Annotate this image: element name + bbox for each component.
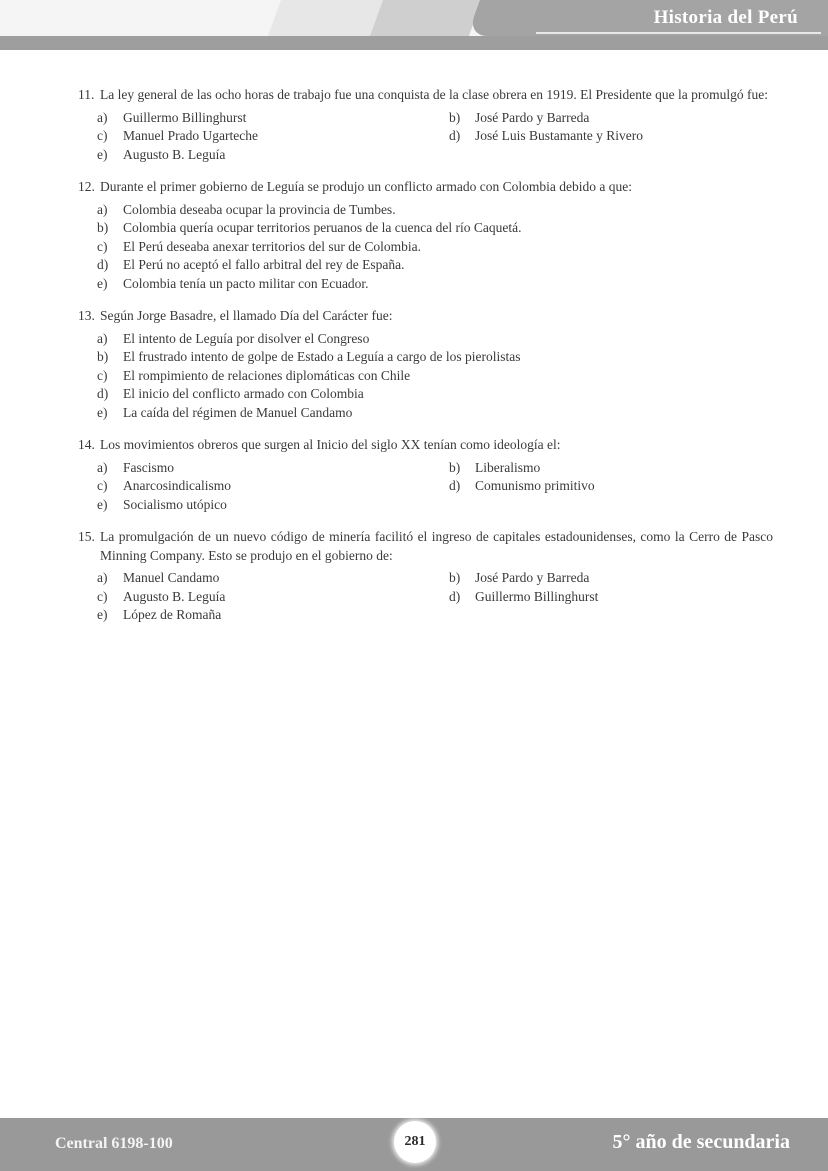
option-e bbox=[97, 146, 449, 165]
option-e bbox=[97, 404, 773, 423]
option-text: El Perú no aceptó el fallo arbitral del rey de España. bbox=[123, 257, 405, 272]
option-b bbox=[97, 348, 773, 367]
option-d bbox=[449, 127, 773, 146]
header-title-underline bbox=[536, 32, 821, 34]
option-b bbox=[449, 109, 773, 128]
question-15 bbox=[78, 528, 773, 625]
option-text: El inicio del conflicto armado con Colombia bbox=[123, 386, 364, 401]
question-number: 12. bbox=[78, 179, 95, 194]
option-text: El Perú deseaba anexar territorios del sur de Colombia. bbox=[123, 238, 422, 254]
option-letter: d) bbox=[449, 128, 461, 143]
option-letter: c) bbox=[97, 367, 108, 383]
question-text: Durante el primer gobierno de Leguía se produjo un conflicto armado con Colombia debido a que: bbox=[100, 179, 632, 194]
question-text: Según Jorge Basadre, el llamado Día del Carácter fue: bbox=[100, 308, 393, 323]
question-11 bbox=[78, 86, 773, 164]
option-text: La caída del régimen de Manuel Candamo bbox=[123, 404, 353, 420]
question-14 bbox=[78, 436, 773, 514]
options-list bbox=[97, 330, 773, 423]
header-bottom-bar bbox=[0, 36, 828, 50]
option-text: Augusto B. Leguía bbox=[123, 146, 226, 162]
option-letter: c) bbox=[97, 128, 108, 143]
option-e bbox=[97, 275, 773, 294]
option-c bbox=[97, 238, 773, 257]
option-c bbox=[97, 127, 449, 146]
option-b bbox=[449, 459, 773, 478]
option-b bbox=[449, 569, 773, 588]
option-a bbox=[97, 569, 449, 588]
option-a bbox=[97, 330, 773, 349]
option-letter: a) bbox=[97, 201, 108, 217]
option-text: José Pardo y Barreda bbox=[475, 570, 590, 585]
question-text: La ley general de las ocho horas de trabajo fue una conquista de la clase obrera en 1919. El Presidente que la promulgó fue: bbox=[100, 87, 768, 102]
option-letter: a) bbox=[97, 330, 108, 346]
option-letter: b) bbox=[449, 459, 461, 475]
questions-area bbox=[78, 86, 773, 639]
question-number: 14. bbox=[78, 437, 95, 452]
option-letter: d) bbox=[449, 588, 461, 604]
option-letter: a) bbox=[97, 109, 108, 125]
option-d bbox=[97, 385, 773, 404]
question-text: Los movimientos obreros que surgen al Inicio del siglo XX tenían como ideología el: bbox=[100, 437, 561, 452]
option-text: El intento de Leguía por disolver el Congreso bbox=[123, 330, 370, 346]
page-number-badge bbox=[394, 1121, 436, 1163]
option-e bbox=[97, 496, 449, 515]
question-number: 11. bbox=[78, 87, 95, 102]
option-letter: a) bbox=[97, 570, 108, 585]
option-letter: a) bbox=[97, 459, 108, 475]
option-text: Guillermo Billinghurst bbox=[475, 588, 599, 604]
option-letter: e) bbox=[97, 275, 108, 291]
course-title: Historia del Perú bbox=[653, 7, 798, 28]
option-text: Liberalismo bbox=[475, 459, 541, 475]
option-letter: d) bbox=[97, 386, 109, 401]
option-text: Fascismo bbox=[123, 459, 175, 475]
option-d bbox=[449, 588, 773, 607]
option-text: El rompimiento de relaciones diplomáticas con Chile bbox=[123, 367, 411, 383]
option-c bbox=[97, 367, 773, 386]
option-letter: c) bbox=[97, 588, 108, 604]
option-a bbox=[97, 201, 773, 220]
option-letter: b) bbox=[449, 109, 461, 125]
header-stripe-light bbox=[268, 0, 383, 36]
page-number: 281 bbox=[404, 1134, 426, 1149]
option-letter: e) bbox=[97, 404, 108, 420]
option-letter: e) bbox=[97, 496, 108, 512]
option-a bbox=[97, 109, 449, 128]
question-text: La promulgación de un nuevo código de minería facilitó el ingreso de capitales estadounidenses, como la Cerro de Pasco Minning Company. Esto se produjo en el gobierno de: bbox=[100, 529, 773, 563]
option-letter: e) bbox=[97, 607, 108, 622]
option-letter: c) bbox=[97, 238, 108, 254]
option-text: José Pardo y Barreda bbox=[475, 109, 590, 125]
options-list bbox=[97, 109, 773, 165]
option-d bbox=[449, 477, 773, 496]
option-d bbox=[97, 256, 773, 275]
page-header bbox=[0, 0, 828, 52]
option-e bbox=[97, 606, 449, 625]
option-letter: b) bbox=[449, 570, 461, 585]
option-b bbox=[97, 219, 773, 238]
option-text: Colombia deseaba ocupar la provincia de Tumbes. bbox=[123, 201, 396, 217]
option-text: Anarcosindicalismo bbox=[123, 478, 231, 493]
option-text: El frustrado intento de golpe de Estado a Leguía a cargo de los pierolistas bbox=[123, 349, 521, 364]
option-letter: d) bbox=[449, 478, 461, 493]
option-text: Augusto B. Leguía bbox=[123, 588, 226, 604]
option-a bbox=[97, 459, 449, 478]
option-letter: e) bbox=[97, 146, 108, 162]
option-text: Socialismo utópico bbox=[123, 496, 227, 512]
option-text: Colombia tenía un pacto militar con Ecuador. bbox=[123, 275, 369, 291]
option-letter: b) bbox=[97, 349, 109, 364]
header-stripe-mid bbox=[370, 0, 482, 36]
question-13 bbox=[78, 307, 773, 422]
option-text: José Luis Bustamante y Rivero bbox=[475, 128, 643, 143]
question-number: 13. bbox=[78, 308, 95, 323]
option-c bbox=[97, 588, 449, 607]
option-text: Guillermo Billinghurst bbox=[123, 109, 247, 125]
footer-grade-label: 5° año de secundaria bbox=[612, 1131, 790, 1153]
question-12 bbox=[78, 178, 773, 293]
option-letter: c) bbox=[97, 478, 108, 493]
option-text: Manuel Candamo bbox=[123, 570, 220, 585]
options-list bbox=[97, 459, 773, 515]
option-letter: d) bbox=[97, 257, 109, 272]
footer-phone-label: Central 6198-100 bbox=[55, 1135, 173, 1152]
option-c bbox=[97, 477, 449, 496]
question-number: 15. bbox=[78, 529, 95, 544]
option-text: Comunismo primitivo bbox=[475, 478, 595, 493]
option-text: Manuel Prado Ugarteche bbox=[123, 128, 258, 143]
option-text: López de Romaña bbox=[123, 607, 222, 622]
options-list bbox=[97, 569, 773, 625]
options-list bbox=[97, 201, 773, 294]
option-letter: b) bbox=[97, 220, 109, 235]
option-text: Colombia quería ocupar territorios peruanos de la cuenca del río Caquetá. bbox=[123, 220, 522, 235]
